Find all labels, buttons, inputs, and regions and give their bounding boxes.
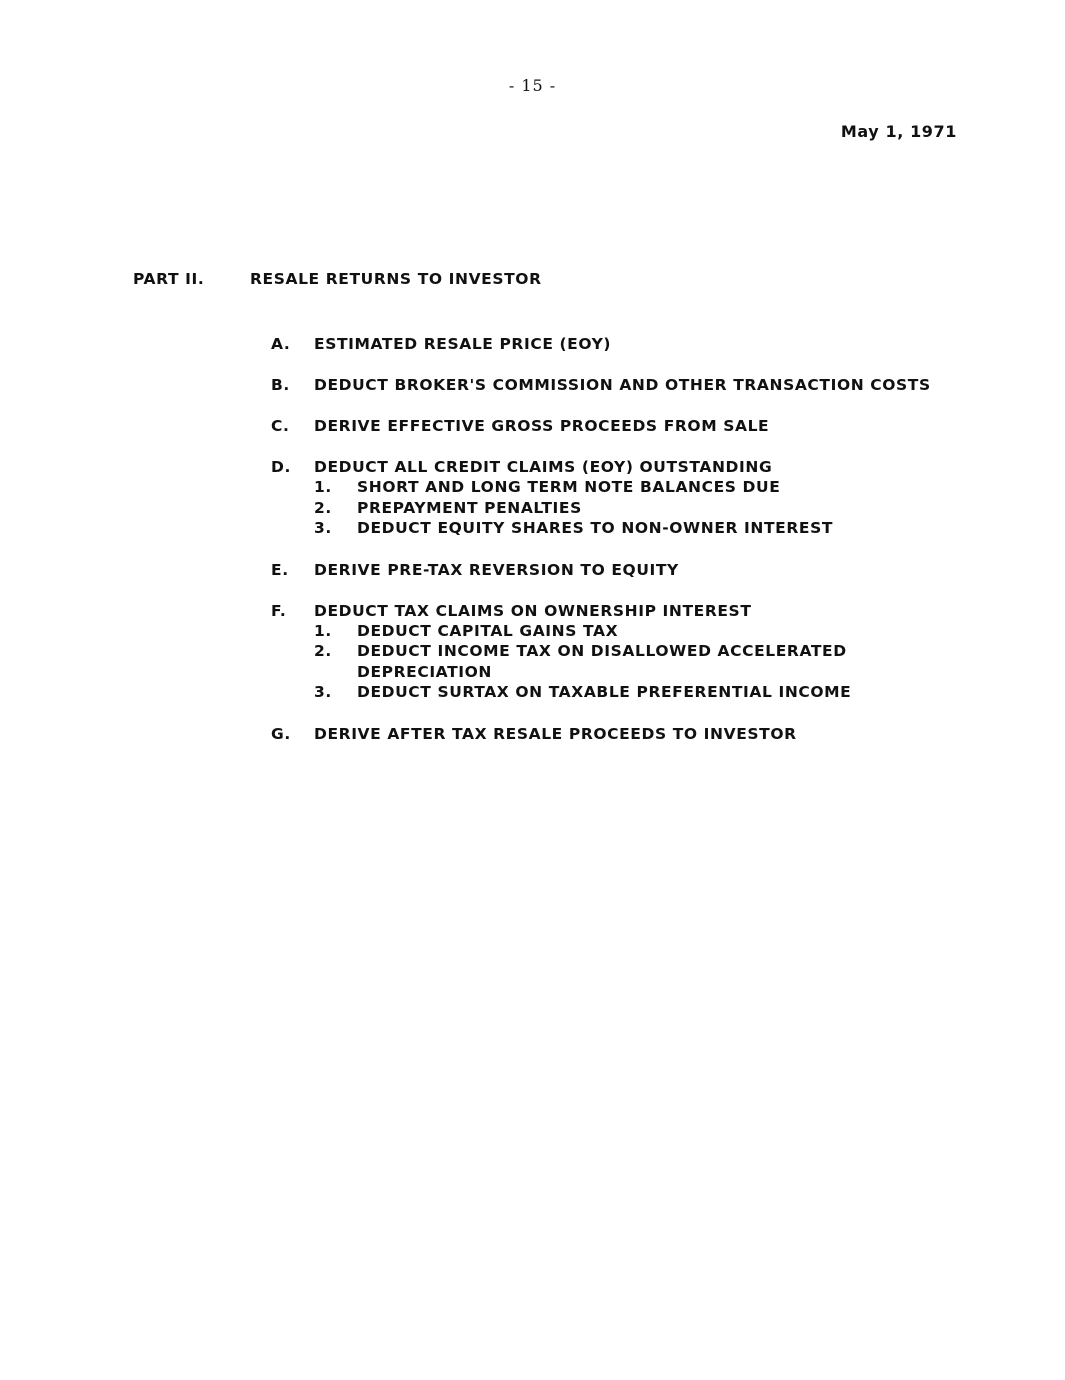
document-date: May 1, 1971 <box>840 122 957 141</box>
outline-sub-item-text: SHORT AND LONG TERM NOTE BALANCES DUE <box>357 478 781 496</box>
outline-sub-item-text: PREPAYMENT PENALTIES <box>357 498 582 517</box>
outline-sub-list <box>314 621 971 703</box>
outline-item <box>271 416 971 436</box>
outline-sub-item-number: 2. <box>314 642 332 660</box>
outline-sub-item-text: DEDUCT EQUITY SHARES TO NON-OWNER INTEREST <box>357 519 834 537</box>
outline-sub-item-number: 1. <box>314 478 332 496</box>
outline-sub-item <box>314 498 971 519</box>
outline-item-row <box>271 375 971 395</box>
outline-item <box>271 457 971 539</box>
outline-sub-item-number: 2. <box>314 498 332 517</box>
outline-item <box>271 601 971 703</box>
outline-sub-list <box>314 477 971 539</box>
outline-item-text: DEDUCT BROKER'S COMMISSION AND OTHER TRANSACTION COSTS <box>314 376 931 394</box>
outline-item-row <box>271 560 971 580</box>
outline-sub-item-text: DEDUCT INCOME TAX ON DISALLOWED ACCELERATED DEPRECIATION <box>357 642 847 681</box>
outline-sub-item <box>314 641 971 682</box>
outline-item-row <box>271 457 971 477</box>
outline-item-letter: D. <box>271 458 291 476</box>
outline-item-row <box>271 724 971 744</box>
outline-item-row <box>271 601 971 621</box>
outline-sub-item <box>314 682 971 703</box>
outline-item-text: DERIVE PRE-TAX REVERSION TO EQUITY <box>314 560 679 579</box>
page-number: - 15 - <box>508 76 557 95</box>
outline-item-letter: E. <box>271 560 289 579</box>
outline-sub-item-number: 1. <box>314 621 332 640</box>
outline-item <box>271 724 971 744</box>
outline-item <box>271 375 971 395</box>
outline-item-letter: G. <box>271 724 291 743</box>
part-label: PART II. <box>133 270 205 288</box>
outline-sub-item <box>314 518 971 539</box>
outline-item <box>271 560 971 580</box>
outline-item-letter: B. <box>271 376 290 394</box>
outline-item-text: DEDUCT ALL CREDIT CLAIMS (EOY) OUTSTANDING <box>314 458 773 476</box>
outline-item-text: ESTIMATED RESALE PRICE (EOY) <box>314 335 612 353</box>
outline-item-row <box>271 334 971 354</box>
outline-sub-item-number: 3. <box>314 683 332 701</box>
outline-sub-item-text: DEDUCT CAPITAL GAINS TAX <box>357 621 619 640</box>
outline-item-letter: F. <box>271 601 287 620</box>
outline-sub-item <box>314 621 971 642</box>
outline-item-row <box>271 416 971 436</box>
outline-item-text: DERIVE EFFECTIVE GROSS PROCEEDS FROM SALE <box>314 417 770 435</box>
part-title: RESALE RETURNS TO INVESTOR <box>250 270 542 288</box>
outline-item-text: DEDUCT TAX CLAIMS ON OWNERSHIP INTEREST <box>314 601 752 620</box>
outline-item-letter: C. <box>271 417 290 435</box>
outline-item-letter: A. <box>271 335 291 353</box>
outline-item-text: DERIVE AFTER TAX RESALE PROCEEDS TO INVESTOR <box>314 724 797 743</box>
outline-sub-item-text: DEDUCT SURTAX ON TAXABLE PREFERENTIAL INCOME <box>357 683 852 701</box>
outline-list <box>271 334 971 765</box>
outline-item <box>271 334 971 354</box>
outline-sub-item <box>314 477 971 498</box>
outline-sub-item-number: 3. <box>314 519 332 537</box>
